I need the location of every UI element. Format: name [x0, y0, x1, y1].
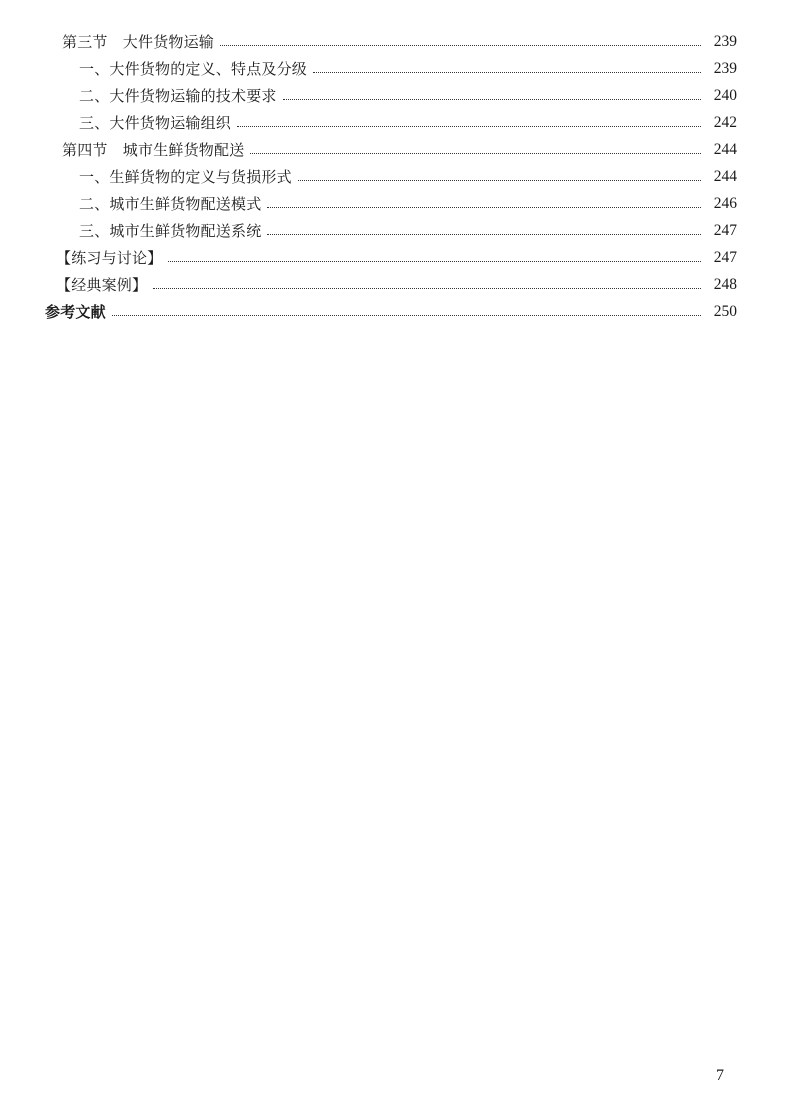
toc-entry-page: 248 — [713, 276, 737, 293]
toc-dot-leader — [267, 207, 701, 208]
toc-entry-page: 239 — [713, 33, 737, 50]
toc-entry-page: 244 — [713, 141, 737, 158]
toc-entry[interactable] — [79, 187, 737, 213]
toc-entry-title: 一、生鲜货物的定义与货损形式 — [79, 168, 292, 186]
toc-entry-title: 一、大件货物的定义、特点及分级 — [79, 60, 308, 78]
toc-entry[interactable] — [62, 133, 737, 159]
toc-dot-leader — [168, 261, 701, 262]
toc-entry-title: 【经典案例】 — [56, 276, 148, 294]
toc-entry-title: 三、城市生鲜货物配送系统 — [79, 222, 262, 240]
toc-entry-page: 242 — [713, 114, 737, 131]
toc-entry-page: 244 — [713, 168, 737, 185]
toc-dot-leader — [298, 180, 701, 181]
toc-entry-title: 二、城市生鲜货物配送模式 — [79, 195, 262, 213]
toc-entry-title: 【练习与讨论】 — [56, 249, 163, 267]
toc-entry-page: 247 — [713, 222, 737, 239]
page-number: 7 — [716, 1067, 724, 1084]
toc-entry-page: 250 — [713, 303, 737, 320]
toc-dot-leader — [237, 126, 701, 127]
toc-dot-leader — [313, 72, 701, 73]
toc-entry-title: 第四节 城市生鲜货物配送 — [62, 141, 245, 159]
toc-entry[interactable] — [79, 79, 737, 105]
toc-entry-title: 参考文献 — [45, 303, 106, 321]
toc-entry-title: 三、大件货物运输组织 — [79, 114, 232, 132]
toc-dot-leader — [220, 45, 701, 46]
toc-entry[interactable] — [79, 52, 737, 78]
toc-entry[interactable] — [79, 214, 737, 240]
toc-entry[interactable] — [56, 241, 737, 267]
toc-dot-leader — [153, 288, 701, 289]
toc-entry-page: 246 — [713, 195, 737, 212]
toc-dot-leader — [267, 234, 701, 235]
toc-entry[interactable] — [45, 295, 737, 321]
toc-dot-leader — [112, 315, 701, 316]
toc-entry[interactable] — [62, 25, 737, 51]
toc-dot-leader — [283, 99, 701, 100]
toc-entry[interactable] — [79, 160, 737, 186]
toc-entry-page: 247 — [713, 249, 737, 266]
toc-entry-title: 二、大件货物运输的技术要求 — [79, 87, 277, 105]
toc-dot-leader — [250, 153, 701, 154]
toc-entry[interactable] — [56, 268, 737, 294]
toc-entry-title: 第三节 大件货物运输 — [62, 33, 215, 51]
toc-entry-page: 240 — [713, 87, 737, 104]
toc-entry[interactable] — [79, 106, 737, 132]
toc-entry-page: 239 — [713, 60, 737, 77]
